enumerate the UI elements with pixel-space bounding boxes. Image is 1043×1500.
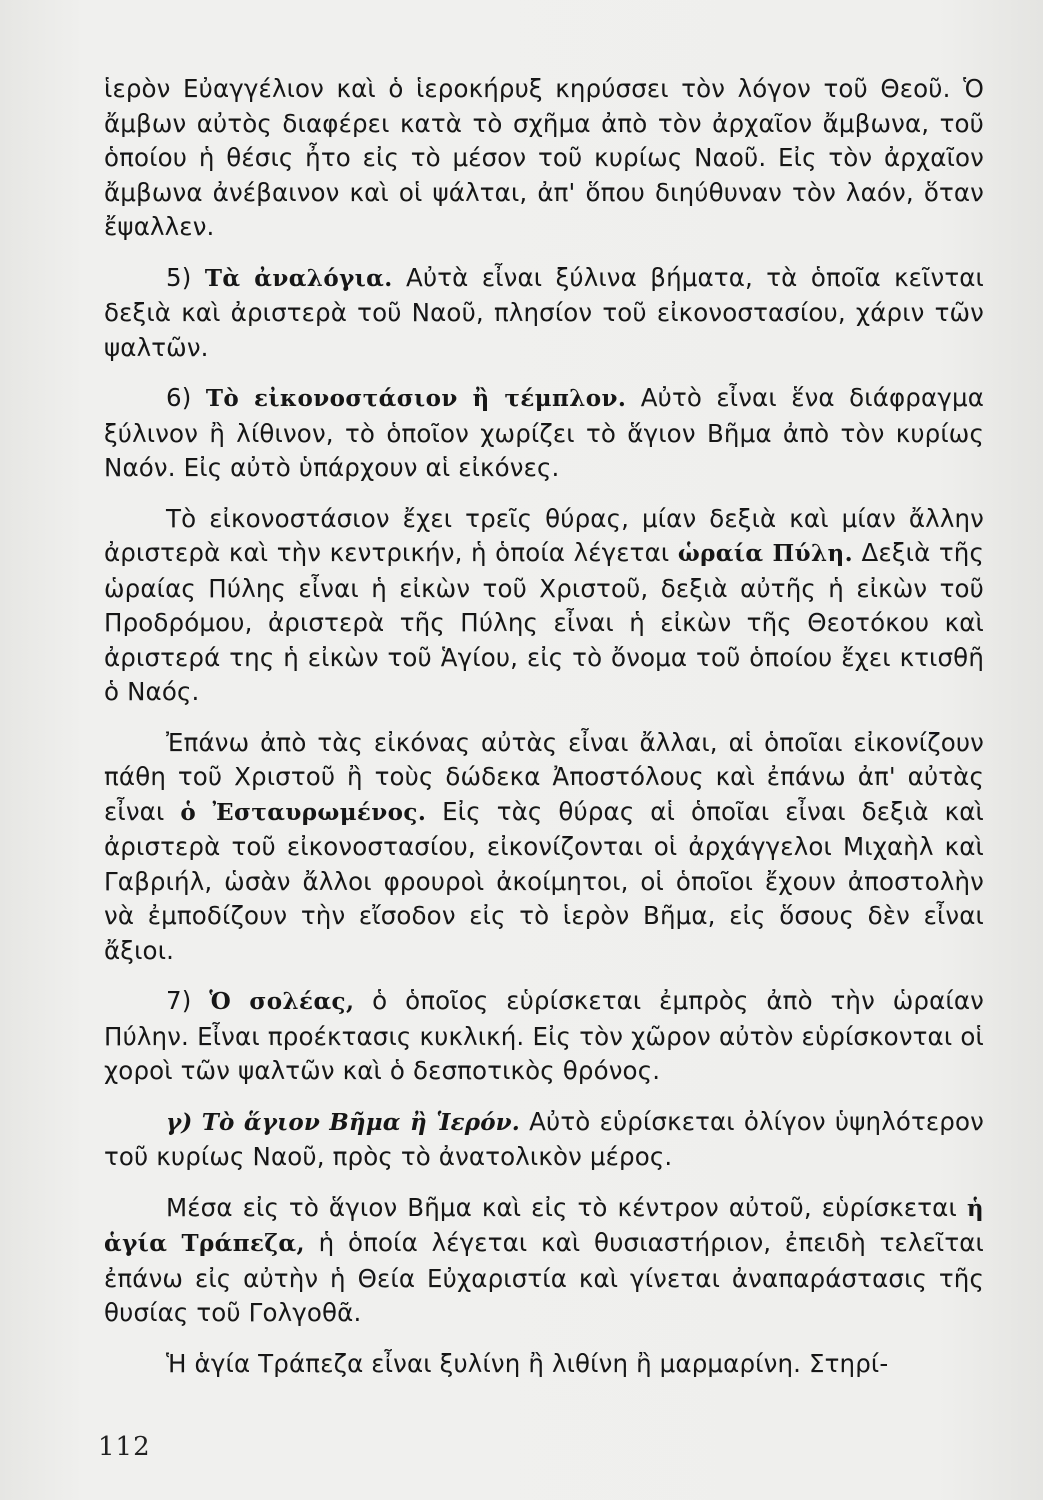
paragraph-5-text: Αὐτὰ εἶναι ξύλινα βήματα, τὰ ὁποῖα κεῖνται δεξιὰ καὶ ἀριστερὰ τοῦ Ναοῦ, πλησίον τοῦ εἰκονοστασίου, χάριν τῶν ψαλτῶν. [104, 262, 984, 362]
term-agia-trapeza: ἡ ἁγία Τράπεζα, [104, 1194, 984, 1257]
paragraph-6-eikonostasion [104, 381, 984, 486]
paragraph-eikones-text-a: Ἐπάνω ἀπὸ τὰς εἰκόνας αὐτὰς εἶναι ἄλλαι, αἱ ὁποῖαι εἰκονίζουν πάθη τοῦ Χριστοῦ ἢ τοὺς δώδεκα Ἀποστόλους καὶ ἐπάνω ἀπ' αὐτὰς εἶναι [104, 727, 984, 826]
paragraph-thyres-text-b: Δεξιὰ τῆς ὡραίας Πύλης εἶναι ἡ εἰκὼν τοῦ Χριστοῦ, δεξιὰ αὐτῆς ἡ εἰκὼν τοῦ Προδρόμου, ἀριστερὰ τῆς Πύλης εἶναι ἡ εἰκὼν τῆς Θεοτόκου καὶ ἀριστερά της ἡ εἰκὼν τοῦ Ἁγίου, εἰς τὸ ὄνομα τοῦ ὁποίου ἔχει κτισθῆ ὁ Ναός. [104, 538, 984, 706]
paragraph-agion-vima-text: Αὐτὸ εὑρίσκεται ὀλίγον ὑψηλότερον τοῦ κυρίως Ναοῦ, πρὸς τὸ ἀνατολικὸν μέρος. [104, 1106, 984, 1171]
heading-agion-vima: γ) Τὸ ἅγιον Βῆμα ἢ Ἱερόν. [166, 1108, 520, 1136]
item-number-7: 7) [166, 986, 192, 1015]
paragraph-eikones-text-b: Εἰς τὰς θύρας αἱ ὁποῖαι εἶναι δεξιὰ καὶ ἀριστερὰ τοῦ εἰκονοστασίου, εἰκονίζονται οἱ ἀρχάγγελοι Μιχαὴλ καὶ Γαβριήλ, ὡσὰν ἄλλοι φρουροὶ ἀκοίμητοι, οἱ ὁποῖοι ἔχουν ἀποστολὴν νὰ ἐμποδίζουν τὴν εἴσοδον εἰς τὸ ἱερὸν Βῆμα, εἰς ὅσους δὲν εἶναι ἄξιοι. [104, 796, 984, 965]
paragraph-7-text: ὁ ὁποῖος εὑρίσκεται ἐμπρὸς ἀπὸ τὴν ὡραίαν Πύλην. Εἶναι προέκτασις κυκλική. Εἰς τὸν χῶρον αὐτὸν εὑρίσκονται οἱ χοροὶ τῶν ψαλτῶν καὶ ὁ δεσποτικὸς θρόνος. [104, 986, 984, 1085]
heading-soleas: Ὁ σολέας, [209, 988, 355, 1015]
paragraph-thyres [104, 502, 984, 710]
heading-analogia: Τὰ ἀναλόγια. [204, 264, 393, 292]
paragraph-1 [104, 72, 984, 245]
paragraph-last-text: Ἡ ἁγία Τράπεζα εἶναι ξυλίνη ἢ λιθίνη ἢ μαρμαρίνη. Στηρί- [166, 1348, 889, 1378]
term-estavromenos: ὁ Ἐσταυρωμένος. [180, 798, 427, 826]
paragraph-eikones [104, 726, 984, 969]
heading-eikonostasion: Τὸ εἰκονοστάσιον ἢ τέμπλον. [205, 385, 627, 412]
paragraph-5-analogia [104, 261, 984, 366]
paragraph-1-text: ἱερὸν Εὐαγγέλιον καὶ ὁ ἱεροκήρυξ κηρύσσει τὸν λόγον τοῦ Θεοῦ. Ὁ ἄμβων αὐτὸς διαφέρει κατὰ τὸ σχῆμα ἀπὸ τὸν ἀρχαῖον ἄμβωνα, τοῦ ὁποίου ἡ θέσις ἦτο εἰς τὸ μέσον τοῦ κυρίως Ναοῦ. Εἰς τὸν ἀρχαῖον ἄμβωνα ἀνέβαινον καὶ οἱ ψάλται, ἀπ' ὅπου διηύθυναν τὸν λαόν, ὅταν ἔψαλλεν. [104, 74, 984, 241]
paragraph-agion-vima [104, 1105, 984, 1175]
paragraph-6-text: Αὐτὸ εἶναι ἕνα διάφραγμα ξύλινον ἢ λίθινον, τὸ ὁποῖον χωρίζει τὸ ἅγιον Βῆμα ἀπὸ τὸν κυρίως Ναόν. Εἰς αὐτὸ ὑπάρχουν αἱ εἰκόνες. [104, 383, 984, 482]
item-number-5: 5) [166, 262, 192, 292]
paragraph-agia-trapeza-text-a: Μέσα εἰς τὸ ἅγιον Βῆμα καὶ εἰς τὸ κέντρον αὐτοῦ, εὑρίσκεται [166, 1192, 957, 1222]
page-number: 112 [98, 1432, 151, 1462]
paragraph-last [104, 1347, 984, 1382]
paragraph-agia-trapeza [104, 1191, 984, 1331]
paragraph-agia-trapeza-text-b: ἡ ὁποία λέγεται καὶ θυσιαστήριον, ἐπειδὴ τελεῖται ἐπάνω εἰς αὐτὴν ἡ Θεία Εὐχαριστία καὶ γίνεται ἀναπαράστασις τῆς θυσίας τοῦ Γολγοθᾶ. [104, 1228, 984, 1327]
book-page [104, 72, 984, 1381]
item-number-6: 6) [166, 383, 192, 412]
paragraph-7-soleas [104, 984, 984, 1089]
term-oraia-pyli: ὡραία Πύλη. [677, 540, 854, 567]
paragraph-thyres-text-a: Τὸ εἰκονοστάσιον ἔχει τρεῖς θύρας, μίαν δεξιὰ καὶ μίαν ἄλλην ἀριστερὰ καὶ τὴν κεντρικήν, ἡ ὁποία λέγεται [104, 503, 984, 567]
